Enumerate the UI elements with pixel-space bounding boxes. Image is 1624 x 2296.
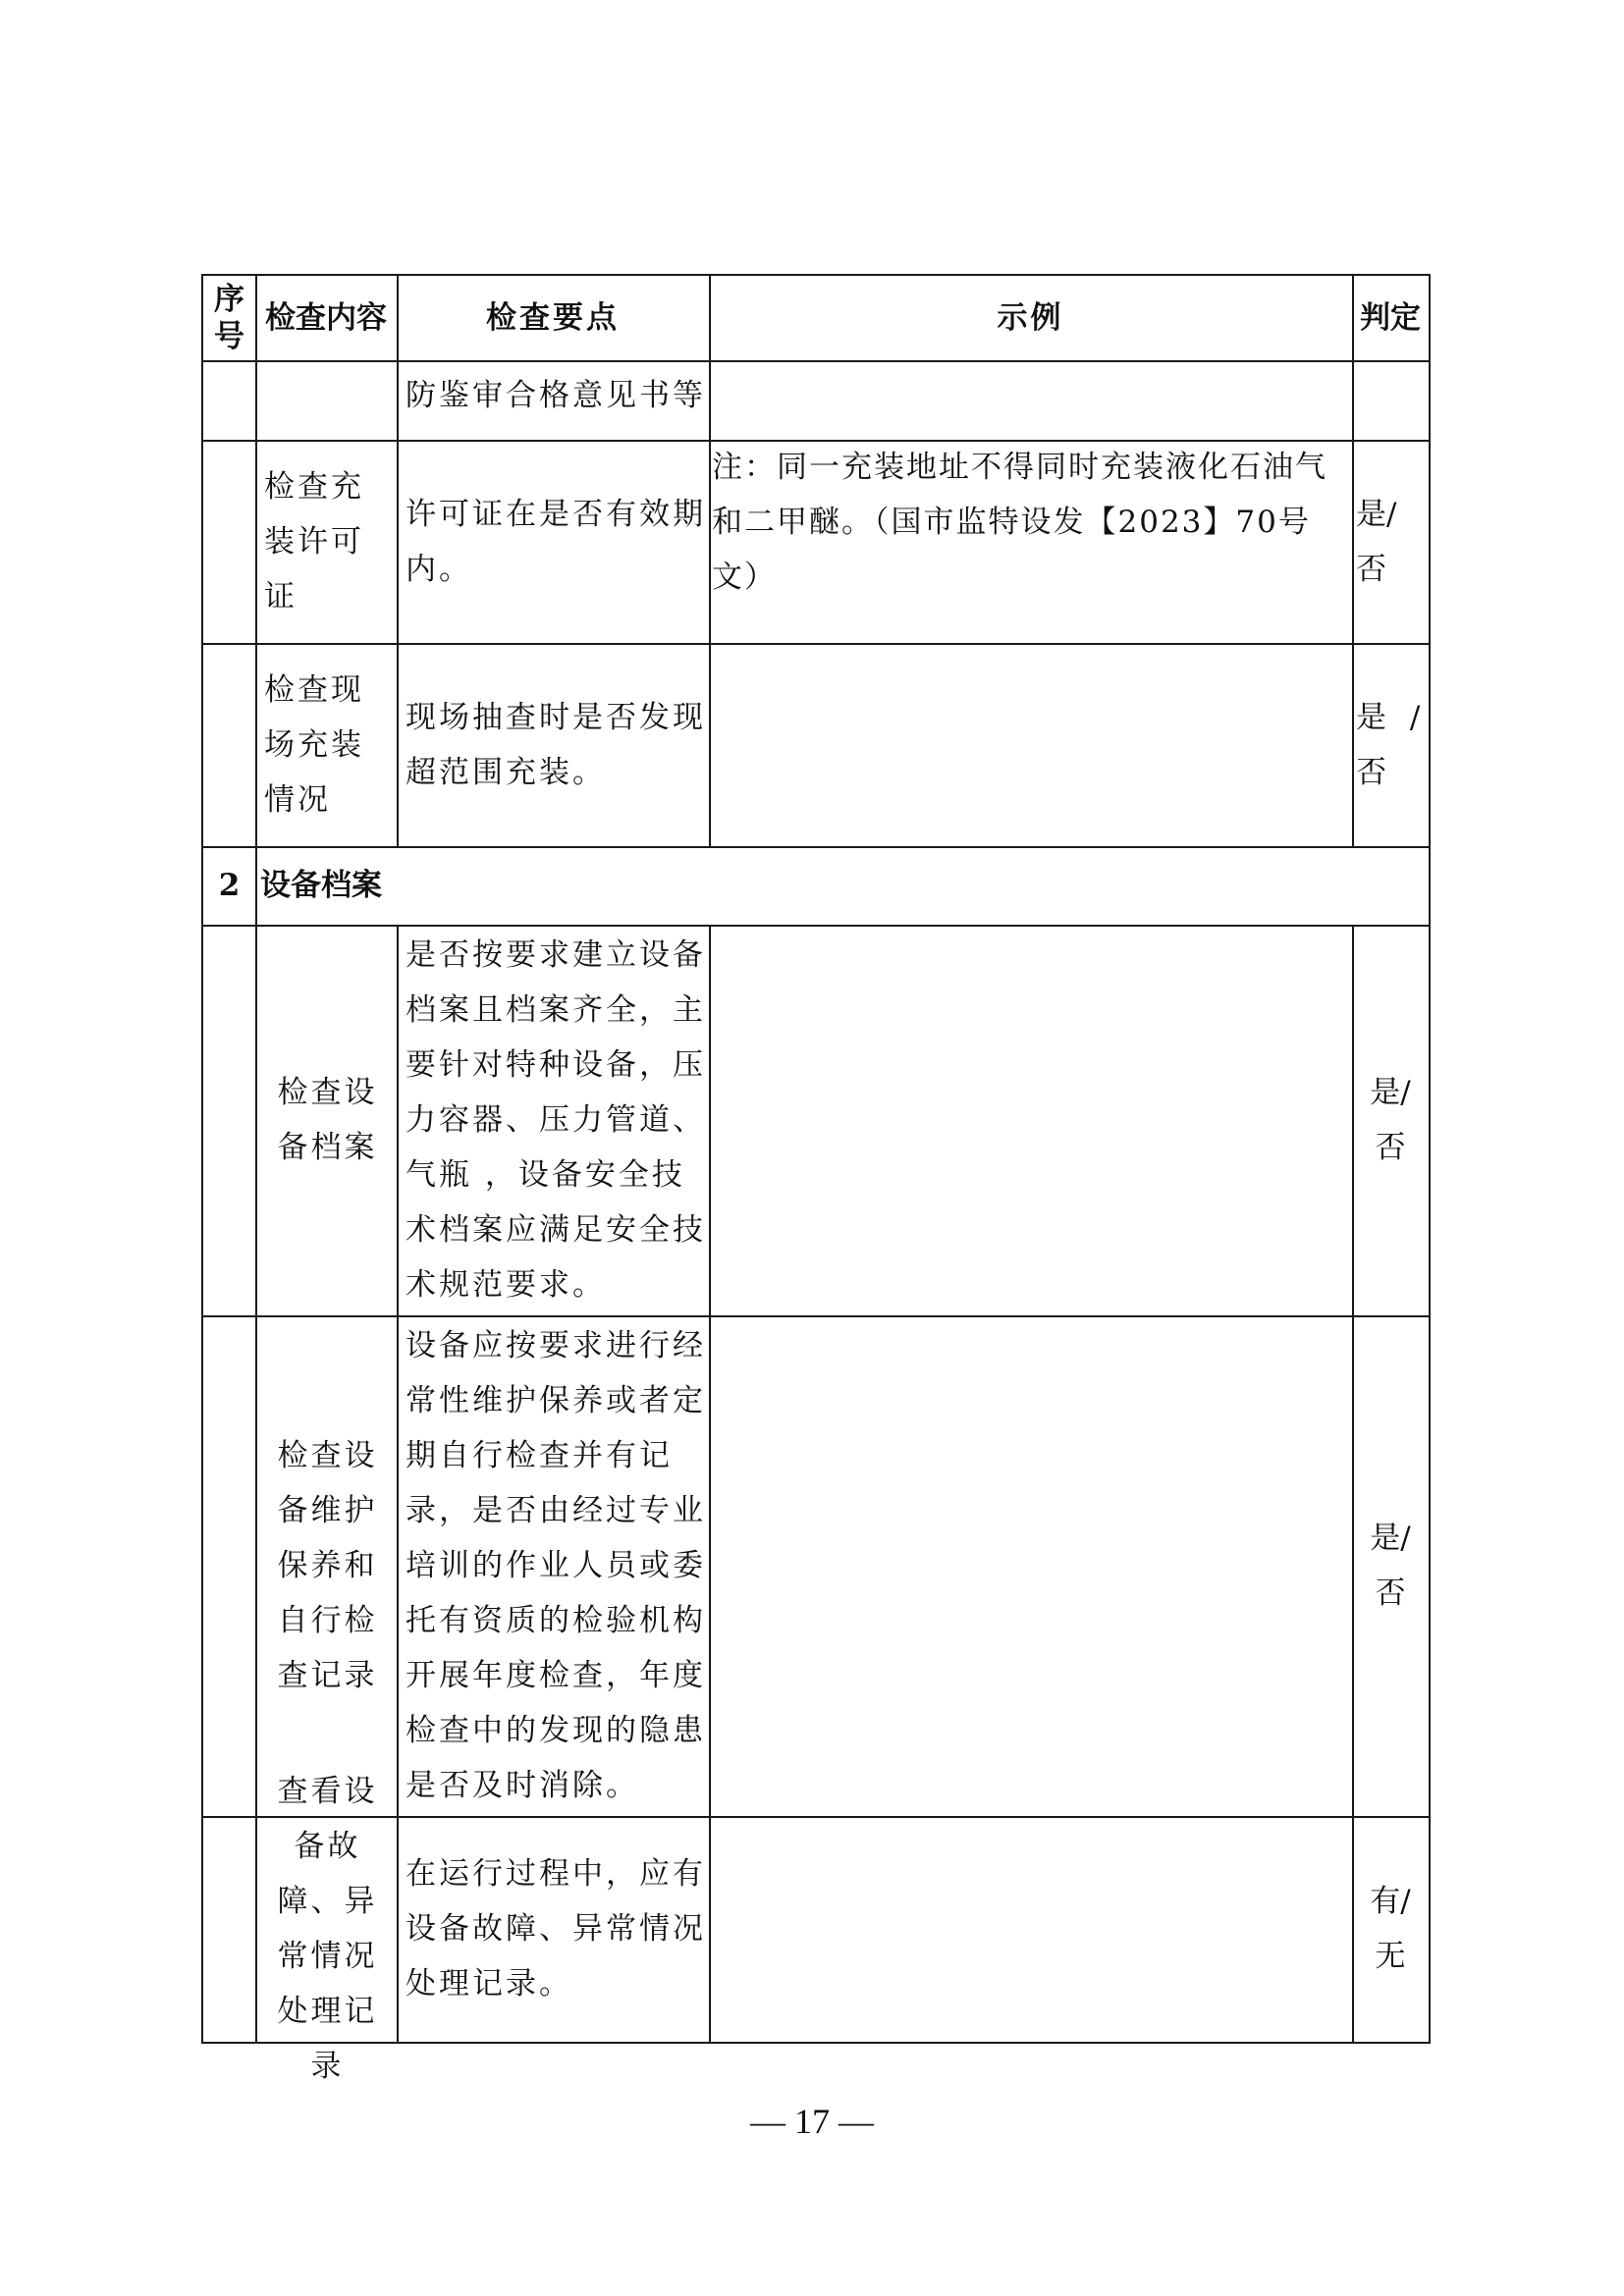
row2-points-text: 许可证在是否有效期内。 bbox=[406, 496, 706, 587]
row4-content-text: 检查设备档案 bbox=[277, 1075, 378, 1165]
section-number-text: 2 bbox=[218, 868, 241, 903]
row2-example-text: 注：同一充装地址不得同时充装液化石油气和二甲醚。（国市监特设发【2023】70号文） bbox=[712, 450, 1327, 595]
row5-content-text: 检查设备维护保养和自行检查记录 bbox=[277, 1438, 378, 1693]
section-number bbox=[203, 846, 255, 925]
row3-content-text: 检查现场充装情况 bbox=[264, 671, 364, 818]
row3-judge bbox=[1354, 643, 1427, 846]
row6-judge bbox=[1354, 1816, 1427, 2042]
row4-points bbox=[400, 925, 706, 1315]
inspection-table bbox=[201, 274, 1431, 2084]
row3-judge-text: 是 /否 bbox=[1356, 699, 1421, 790]
row5-judge bbox=[1354, 1315, 1427, 1816]
row2-judge bbox=[1354, 440, 1427, 643]
row4-content bbox=[258, 925, 397, 1315]
row6-points bbox=[400, 1816, 706, 2042]
row6-judge-text: 有/无 bbox=[1370, 1884, 1411, 1974]
page-number: — 17 — bbox=[750, 2102, 874, 2141]
col-divider bbox=[709, 925, 711, 2042]
header-content bbox=[255, 276, 397, 360]
header-example bbox=[709, 276, 1352, 360]
row6-points-text: 在运行过程中，应有设备故障、异常情况处理记录。 bbox=[406, 1856, 706, 2002]
row4-points-text: 是否按要求建立设备档案且档案齐全，主要针对特种设备，压力容器、压力管道、气瓶 ，设备安全技术档案应满足安全技术规范要求。 bbox=[406, 937, 706, 1303]
header-seq-label: 序号 bbox=[214, 282, 244, 354]
row2-content-text: 检查充装许可证 bbox=[264, 468, 364, 614]
row4-judge bbox=[1354, 925, 1427, 1315]
section-title bbox=[260, 846, 849, 925]
row2-content bbox=[258, 440, 397, 643]
row2-points bbox=[400, 440, 706, 643]
row2-example bbox=[712, 440, 1350, 643]
row6-content bbox=[258, 1774, 397, 2084]
section-title-text: 设备档案 bbox=[260, 868, 382, 903]
row3-content bbox=[258, 643, 397, 846]
row3-points bbox=[400, 643, 706, 846]
row5-points bbox=[400, 1315, 706, 1816]
row5-points-text: 设备应按要求进行经常性维护保养或者定期自行检查并有记录，是否由经过专业培训的作业人员或委托有资质的检验机构开展年度检查，年度检查中的发现的隐患是否及时消除。 bbox=[406, 1328, 706, 1803]
row5-judge-text: 是/否 bbox=[1370, 1521, 1411, 1611]
header-judge-label: 判定 bbox=[1360, 300, 1421, 336]
row-divider bbox=[203, 360, 1429, 362]
header-example-label: 示例 bbox=[997, 300, 1064, 336]
row6-content-text: 查看设备故障、异常情况处理记录 bbox=[277, 1774, 378, 2084]
row1-points bbox=[400, 360, 706, 440]
row5-content bbox=[258, 1315, 397, 1816]
header-judge bbox=[1352, 276, 1429, 360]
col-divider bbox=[709, 276, 711, 846]
row1-points-text: 防鉴审合格意见书等 bbox=[406, 378, 706, 413]
header-points bbox=[397, 276, 709, 360]
col-divider bbox=[397, 925, 399, 2042]
header-points-label: 检查要点 bbox=[486, 300, 620, 336]
header-content-label: 检查内容 bbox=[265, 300, 387, 336]
row2-judge-text: 是/否 bbox=[1356, 496, 1397, 587]
col-divider bbox=[255, 276, 257, 2042]
col-divider bbox=[397, 276, 399, 846]
row3-points-text: 现场抽查时是否发现超范围充装。 bbox=[406, 699, 706, 790]
header-seq bbox=[203, 276, 255, 360]
row4-judge-text: 是/否 bbox=[1370, 1075, 1411, 1165]
